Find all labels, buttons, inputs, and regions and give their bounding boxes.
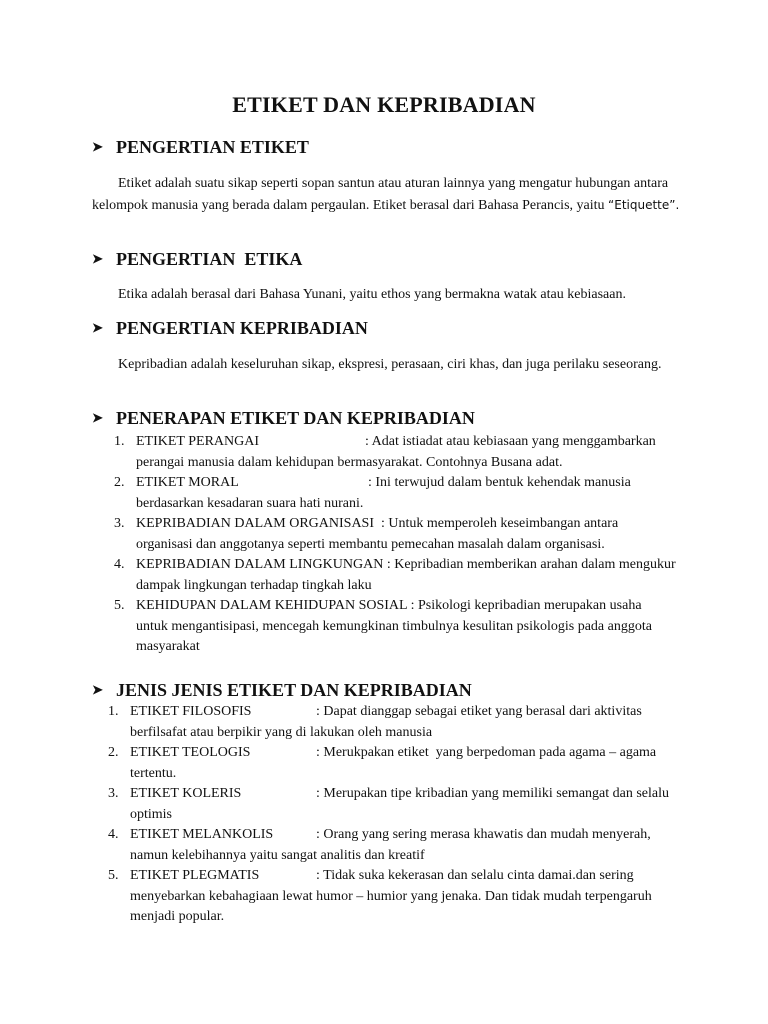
heading-pengertian-etika: ➤ PENGERTIAN ETIKA [92,249,303,269]
list-item: 2. ETIKET TEOLOGIS : Merukpakan etiket yang berpedoman pada agama – agama tertentu. [108,745,657,781]
heading-jenis-jenis: ➤ JENIS JENIS ETIKET DAN KEPRIBADIAN [92,680,472,700]
heading-pengertian-etiket: ➤ PENGERTIAN ETIKET [92,137,309,157]
paragraph-etiket: Etiket adalah suatu sikap seperti sopan santun atau aturan lainnya yang mengatur hubungan antara kelompok manusia yang berada dalam pergaulan. Etiket berasal dari Bahasa Perancis, yaitu “Etiquette”. [92,176,680,213]
list-item: 1. ETIKET PERANGAI : Adat istiadat atau kebiasaan yang menggambarkan perangai manusia dalam kehidupan bermasyarakat. Contohnya Busana adat. [114,434,656,470]
arrow-bullet-icon: ➤ [92,682,103,697]
list-item: 1. ETIKET FILOSOFIS : Dapat dianggap sebagai etiket yang berasal dari aktivitas berfilsafat atau berpikir yang di lakukan oleh manusia [108,704,642,740]
list-item: 5. KEHIDUPAN DALAM KEHIDUPAN SOSIAL : Psikologi kepribadian merupakan usaha untuk mengantisipasi, mencegah kemungkinan timbulnya kesulitan psikologis pada anggota masyarakat [114,598,652,654]
list-penerapan [114,432,676,658]
list-item: 5. ETIKET PLEGMATIS : Tidak suka kekerasan dan selalu cinta damai.dan sering menyebarkan kebahagiaan lewat humor – humior yang jenaka. Dan tidak mudah terpengaruh menjadi popular. [108,868,652,924]
list-item: 4. KEPRIBADIAN DALAM LINGKUNGAN : Kepribadian memberikan arahan dalam mengukur dampak lingkungan terhadap tingkah laku [114,557,676,593]
arrow-bullet-icon: ➤ [92,410,103,425]
list-item: 3. ETIKET KOLERIS : Merupakan tipe kribadian yang memiliki semangat dan selalu optimis [108,786,670,822]
heading-penerapan: ➤ PENERAPAN ETIKET DAN KEPRIBADIAN [92,408,475,428]
list-item: 3. KEPRIBADIAN DALAM ORGANISASI : Untuk memperoleh keseimbangan antara organisasi dan anggotanya seperti membantu pemecahan masalah dalam organisasi. [114,516,619,552]
list-jenis [108,702,686,928]
heading-pengertian-kepribadian: ➤ PENGERTIAN KEPRIBADIAN [92,318,368,338]
list-item: 4. ETIKET MELANKOLIS : Orang yang sering merasa khawatis dan mudah menyerah, namun kelebihannya yaitu sangat analitis dan kreatif [108,827,651,863]
paragraph-kepribadian: Kepribadian adalah keseluruhan sikap, ekspresi, perasaan, ciri khas, dan juga perilaku seseorang. [118,357,662,372]
arrow-bullet-icon: ➤ [92,320,103,335]
arrow-bullet-icon: ➤ [92,251,103,266]
page-title: ETIKET DAN KEPRIBADIAN [232,92,536,117]
list-item: 2. ETIKET MORAL : Ini terwujud dalam bentuk kehendak manusia berdasarkan kesadaran suara hati nurani. [114,475,631,511]
etiquette-term: “Etiquette”. [608,197,680,212]
paragraph-etika: Etika adalah berasal dari Bahasa Yunani, yaitu ethos yang bermakna watak atau kebiasaan. [118,287,626,302]
arrow-bullet-icon: ➤ [92,139,103,154]
